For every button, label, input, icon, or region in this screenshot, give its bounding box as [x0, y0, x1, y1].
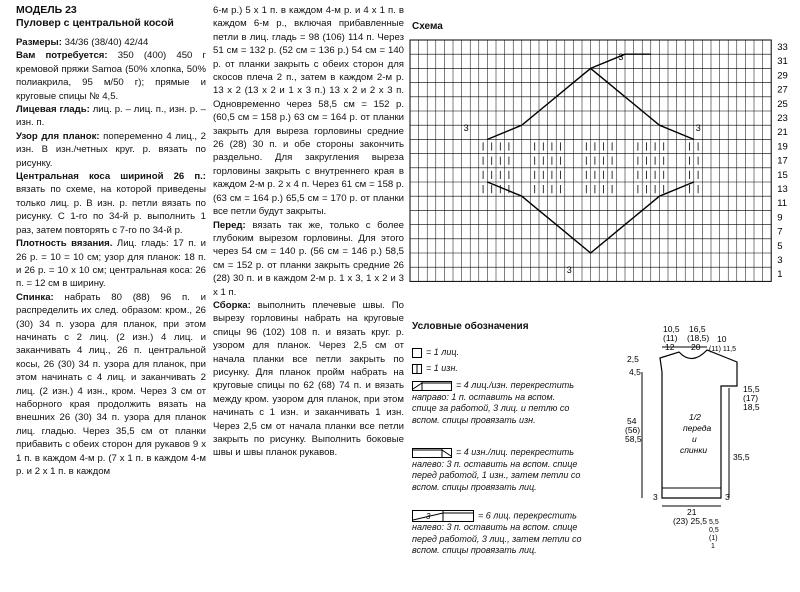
- row-number: 25: [777, 98, 788, 110]
- purl-symbol-icon: [412, 364, 422, 374]
- materials-paragraph: Вам потребуется: 350 (400) 450 г кремовой пряжи Samoa (50% хлопка, 50% полиакрила, 95 м/50 г); прямые и круговые спицы № 4,5.: [16, 50, 206, 102]
- svg-text:(1): (1): [709, 535, 718, 542]
- instructions-column-1: [16, 4, 206, 478]
- model-number: МОДЕЛЬ 23: [16, 4, 77, 16]
- svg-text:спинки: спинки: [680, 445, 708, 455]
- row-number: 23: [777, 113, 788, 124]
- svg-text:(18,5): (18,5): [687, 333, 710, 343]
- gauge-paragraph: Плотность вязания. Лиц. гладь: 17 п. и 26 р. = 10 = 10 см; узор для планок: 18 п. и 26 р. = 10 х 10 см; центральная коса: 26 п. = 12 см в ширину.: [16, 238, 206, 290]
- svg-text:0,5: 0,5: [709, 527, 719, 534]
- schema-title: Схема: [412, 21, 443, 32]
- piece-label: 1/2: [689, 412, 701, 422]
- band-pattern-paragraph: Узор для планок: попеременно 4 лиц., 2 изн. В изн./четных круг. р. вязать по рисунку.: [16, 130, 206, 169]
- dim-armhole: 15,5: [743, 384, 760, 394]
- dim-top-left: 10,5: [663, 324, 680, 334]
- dim-top-right: 16,5: [689, 324, 706, 334]
- row-number: 13: [777, 184, 788, 195]
- svg-text:(11): (11): [663, 333, 678, 343]
- cable-count-label: 3: [566, 264, 572, 275]
- dim-shoulder: 2,5: [627, 354, 639, 364]
- svg-text:(56): (56): [625, 425, 641, 435]
- legend-item-knit: = 1 лиц.: [412, 347, 592, 359]
- legend-item-cross-left: = 4 изн./лиц. перекрестить налево: 3 п. оставить на вспом. спице перед работой, 1 изн., затем петли со вспом. спицы провязать лиц.: [412, 447, 581, 492]
- cross-right-symbol-icon: [412, 381, 452, 391]
- svg-text:12: 12: [665, 342, 675, 352]
- model-title: Пуловер с центральной косой: [16, 16, 174, 29]
- legend-title: Условные обозначения: [412, 321, 529, 332]
- back-paragraph-continued: 6-м р.) 5 х 1 п. в каждом 4-м р. и 4 х 1 п. в каждом 6-м р., включая прибавленные петли в лиц. гладь = 98 (106) 114 п. Через 51 см = 132 р. (52 см = 136 р.) 54 см = 140 р. от планки закрыть с обеих сторон для скосов плеча 2 п., затем в каждом 2-м р. 13 х 2 (13 х 2 и 1 х 3 п.) 13 х 2 и 2 х 3 п. Одновременно через 58,5 см = 152 р. (60,5 см = 158 р.) 63 см = 164 р. от планки закрыть для выреза горловины средние 26 (28) 30 п. и обе стороны закончить раздельно. Для закругления выреза горловины закрыть с внутреннего края в каждом 2-м р. 2 х 4 п. Через 61 см = 158 р. (63 см = 164 р.) 65,5 см = 170 р. от планки все петли будут закрыты.: [213, 5, 404, 218]
- row-number: 29: [777, 70, 788, 82]
- svg-text:3: 3: [653, 492, 658, 502]
- row-number: 11: [777, 198, 788, 210]
- cable-count-label: 3: [695, 122, 701, 133]
- svg-text:переда: переда: [683, 423, 712, 433]
- row-number: 17: [777, 155, 788, 167]
- svg-text:5,5: 5,5: [709, 519, 719, 526]
- sizes-paragraph: Размеры: 34/36 (38/40) 42/44: [16, 37, 149, 48]
- row-number: 3: [777, 255, 783, 266]
- assembly-paragraph: Сборка: выполнить плечевые швы. По вырезу горловины набрать на круговые спицы 96 (102) 108 п. и вязать круг. р. узором для планок. Через 2,5 см от начала планки все петли закрыть по рисунку. Для планок пройм набрать на круговые спицы по 62 (68) 74 п. и вязать между кром. узором для планок, при этом начинать с 1 изн. и заканчивать 1 изн. Через 2,5 см от начала планки все петли закрыть по рисунку. Выполнить боковые швы и швы планок рукавов.: [213, 299, 405, 459]
- knit-symbol-icon: [412, 348, 422, 358]
- dim-neck-right: 10: [717, 334, 727, 344]
- svg-text:20: 20: [691, 342, 701, 352]
- front-paragraph: Перед: вязать так же, только с более глубоким вырезом горловины. Для этого через 54 см = 140 р. (56 см = 146 р.) 58,5 см = 152 р. от планки закрыть средние 26 (28) 30 п. и в каждом 2-м р. 1 х 3, 1 х 2 и 3 х 1 п.: [213, 219, 405, 298]
- svg-text:3: 3: [426, 512, 431, 521]
- row-number: 19: [777, 141, 788, 153]
- legend-item-cross-right: = 4 лиц./изн. перекрестить направо: 1 п. оставить на вспом. спице за работой, 3 лиц. и петлю со вспом. спицы провязать изн.: [412, 380, 574, 425]
- row-number: 21: [777, 127, 788, 139]
- back-paragraph: Спинка: набрать 80 (88) 96 п. и распределить их след. образом: кром., 26 (30) 34 п. узора для планок, при этом начинать с 2 лиц. (2 изн.) 4 лиц. и заканчивать 4 лиц., 26 п. центральной косы, 26 (30) 34 п. узора для планок, при этом начинать с 4 лиц. и заканчивать 2 лиц. (2 изн.) 4 изн., кром. Через 3 см от наборного края продолжить вязать на внешних 26 (30) 34 п. узора для планок лиц. гладью. Через 35,5 см от планки прибавить с обеих сторон для рукавов 9 х 1 п. в каждом 4-м р. (7 х 1 п. в каждом 4-м р. и 2 х 1 п. в каждом: [16, 291, 206, 477]
- svg-text:(11) 11,5: (11) 11,5: [709, 346, 736, 353]
- svg-text:18,5: 18,5: [743, 402, 760, 412]
- svg-text:и: и: [692, 434, 697, 444]
- cable-count-label: 3: [463, 122, 469, 133]
- stockinette-paragraph: Лицевая гладь: лиц. р. – лиц. п., изн. р. – изн. п.: [16, 104, 206, 129]
- legend-item-purl: = 1 изн.: [412, 363, 592, 375]
- svg-text:1: 1: [711, 543, 715, 550]
- row-number: 33: [777, 42, 788, 53]
- row-number: 31: [777, 56, 788, 68]
- instructions-column-2: [213, 4, 404, 460]
- row-number: 9: [777, 212, 783, 224]
- svg-text:4,5: 4,5: [629, 367, 641, 377]
- row-number: 1: [777, 269, 783, 281]
- dim-side: 35,5: [733, 452, 750, 462]
- cable-six-symbol-icon: [412, 510, 474, 522]
- dim-width: 21: [687, 507, 697, 517]
- svg-text:58,5: 58,5: [625, 434, 642, 444]
- cross-left-symbol-icon: [412, 448, 452, 458]
- row-number: 27: [777, 84, 788, 96]
- row-number: 7: [777, 226, 783, 238]
- legend-item-cable-six: 3 = 6 лиц. перекрестить налево: 3 п. оставить на вспом. спице перед работой, 3 лиц., затем петли со вспом. спицы провязать лиц.: [412, 510, 582, 555]
- cable-count-label: 3: [618, 51, 624, 62]
- dim-height: 54: [627, 416, 637, 426]
- row-number: 5: [777, 240, 783, 252]
- svg-text:(17): (17): [743, 393, 759, 403]
- svg-text:3: 3: [725, 492, 730, 502]
- garment-pattern-diagram: [605, 320, 795, 560]
- svg-text:(23) 25,5: (23) 25,5: [673, 516, 708, 526]
- cable-chart: [410, 40, 800, 290]
- row-number: 15: [777, 169, 788, 181]
- cable-paragraph: Центральная коса шириной 26 п.: вязать по схеме, на которой приведены только лиц. р. В изн. р. петли вязать по рисунку. С 1-го по 34-й р. выполнить 1 раз, затем повторять с 7-го по 34-й р.: [16, 171, 206, 236]
